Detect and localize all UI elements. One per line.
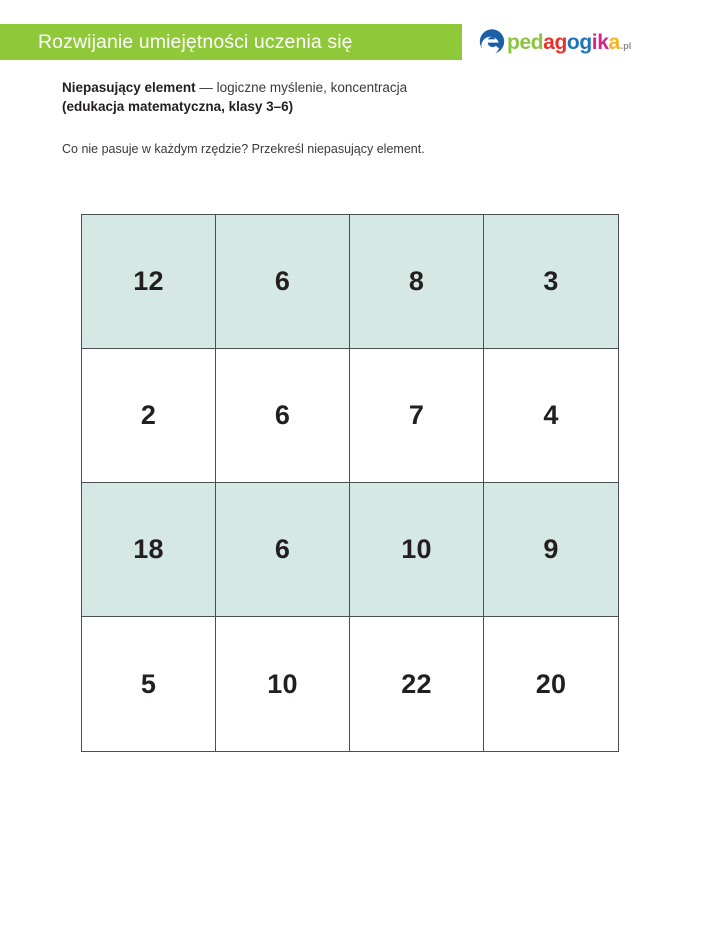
grid-cell[interactable] (82, 617, 216, 751)
grid-cell[interactable] (350, 617, 484, 751)
grid-cell[interactable] (216, 215, 350, 349)
grid-cell-value: 12 (133, 266, 164, 296)
logo-letter-a2: a (608, 30, 620, 54)
logo-letter-e: e (519, 30, 531, 54)
worksheet-subtitle (62, 78, 622, 116)
grid-cell[interactable] (216, 483, 350, 617)
grid-cell[interactable] (350, 215, 484, 349)
grid-cell-value: 4 (543, 400, 559, 430)
logo-letter-a1: a (543, 30, 555, 54)
logo-letter-g1: g (554, 30, 567, 54)
grid-cell-value: 18 (133, 534, 164, 564)
grid-cell-value: 22 (401, 668, 432, 699)
grid-cell[interactable] (82, 483, 216, 617)
grid-cell-value: 6 (274, 266, 291, 296)
grid-cell-value: 5 (140, 668, 157, 699)
number-grid (81, 214, 619, 752)
grid-cell-value: 3 (543, 266, 559, 296)
logo-letter-p: p (507, 30, 520, 54)
header-title: Rozwijanie umiejętności uczenia się (38, 30, 353, 53)
grid-cell[interactable] (350, 349, 484, 483)
grid-cell[interactable] (82, 349, 216, 483)
grid-cell[interactable] (484, 215, 618, 349)
grid-cell-value: 2 (140, 400, 157, 430)
grid-cell[interactable] (484, 483, 618, 617)
grid-cell-value: 10 (267, 668, 298, 699)
grid-cell-value: 7 (408, 400, 425, 430)
logo-wordmark (507, 32, 631, 53)
logo-letter-g2: g (579, 30, 592, 54)
grid-cell[interactable] (484, 349, 618, 483)
header-green-bar (0, 24, 462, 60)
grid-cell[interactable] (484, 617, 618, 751)
grid-cell-value: 10 (401, 534, 432, 564)
grid-cell[interactable] (216, 617, 350, 751)
subtitle-line2: (edukacja matematyczna, klasy 3–6) (62, 99, 294, 114)
logo-letter-k: k (597, 30, 609, 54)
subtitle-strong: Niepasujący element (62, 80, 196, 95)
logo-letter-i: i (591, 30, 598, 54)
page-header (0, 24, 723, 60)
grid-cell-value: 20 (535, 668, 567, 699)
worksheet-instruction: Co nie pasuje w każdym rzędzie? Przekreśl niepasujący element. (62, 142, 425, 156)
grid-cell-value: 9 (543, 534, 559, 564)
grid-cell[interactable] (216, 349, 350, 483)
site-logo[interactable] (478, 23, 631, 61)
logo-letter-d: d (530, 30, 544, 54)
grid-cell[interactable] (350, 483, 484, 617)
logo-tld: .pl (620, 40, 632, 51)
grid-cell-value: 8 (408, 266, 425, 296)
grid-cell-value: 6 (274, 534, 291, 564)
subtitle-light: — logiczne myślenie, koncentracja (195, 80, 408, 95)
logo-letter-o: o (566, 30, 580, 54)
grid-cell[interactable] (82, 215, 216, 349)
grid-cell-value: 6 (274, 400, 291, 430)
circular-e-icon (478, 28, 506, 56)
